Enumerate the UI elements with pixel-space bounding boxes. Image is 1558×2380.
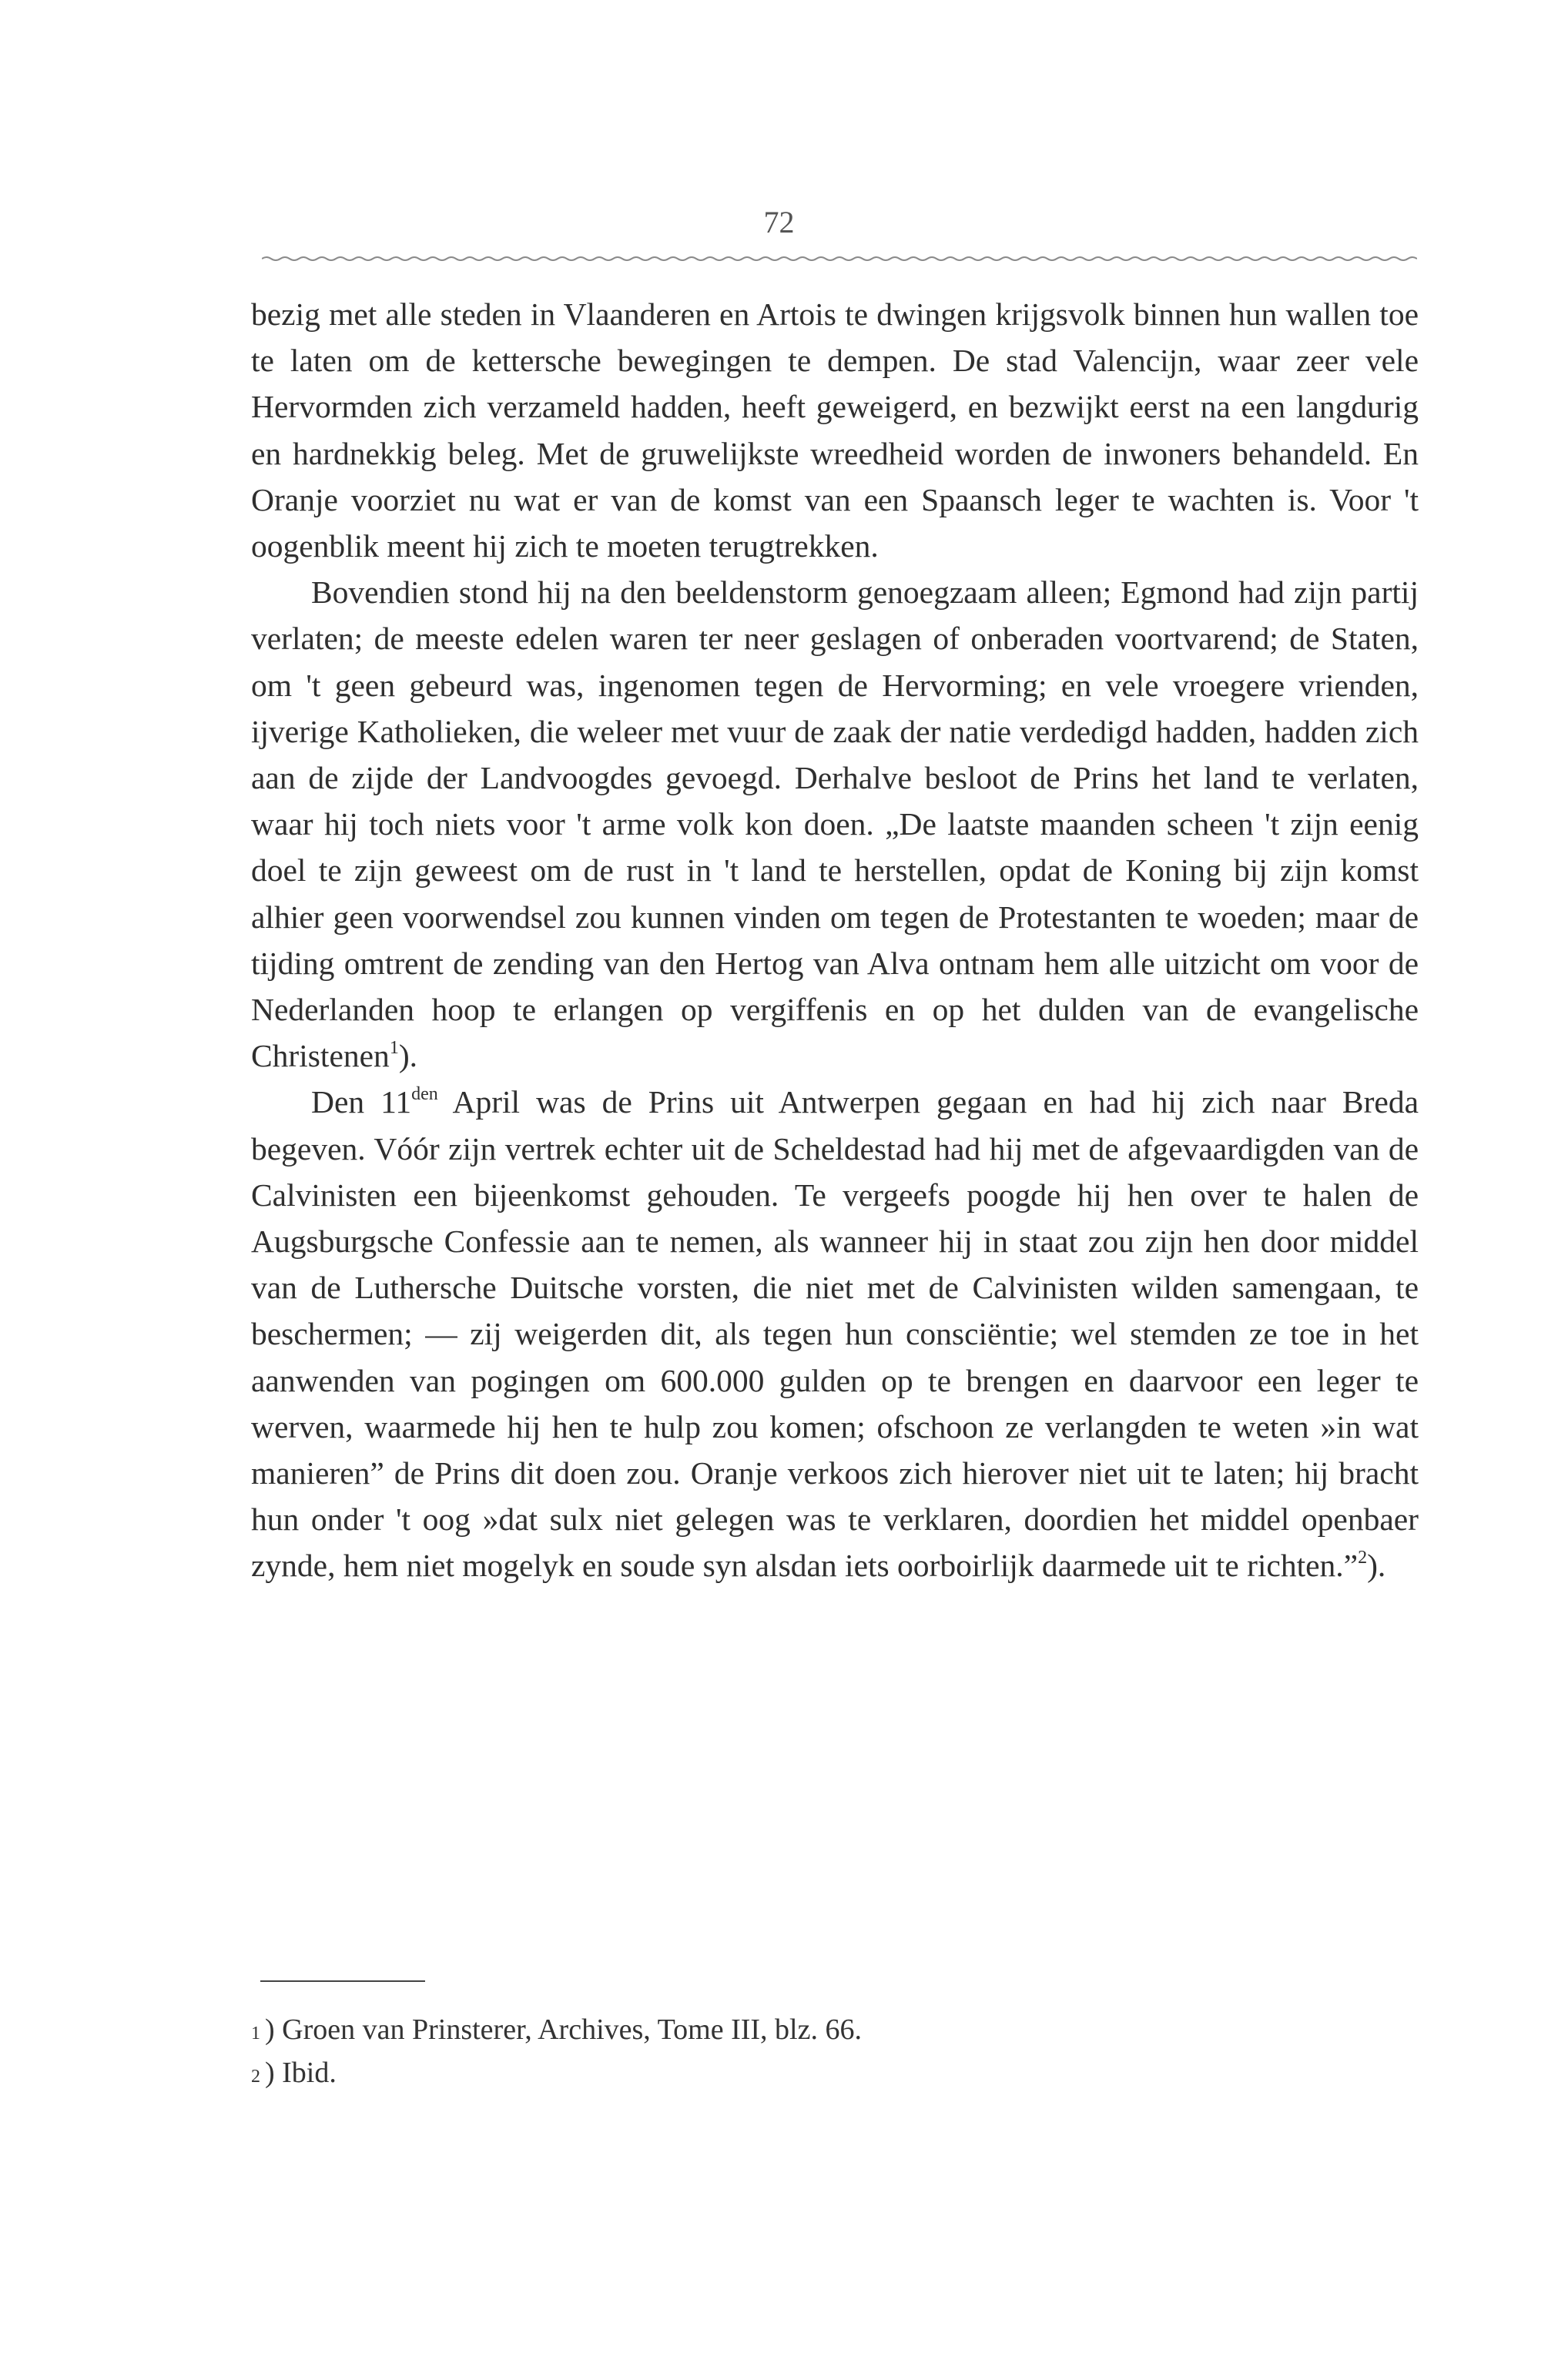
paragraph-3-text: April was de Prins uit Antwerpen gegaan en had hij zich naar Breda begeven. Vóór zijn vertrek echter uit de Scheldestad had hij met de afgevaardigden van de Calvinisten een bijeenkomst gehouden. Te vergeefs poogde hij hen over te halen de Augsburgsche Confessie aan te nemen, als wanneer hij in staat zou zijn hen door middel van de Luthersche Duitsche vorsten, die niet met de Calvinisten wilden samengaan, te beschermen; — zij weigerden dit, als tegen hun consciëntie; wel stemden ze toe in het aanwenden van pogingen om 600.000 gulden op te brengen en daarvoor een leger te werven, waarmede hij hen te hulp zou komen; ofschoon ze verlangden te weten »in wat manieren” de Prins dit doen zou. Oranje verkoos zich hierover niet uit te laten; hij bracht hun onder 't oog »dat sulx niet gelegen was te verklaren, doordien het middel openbaer zynde, hem niet mogelyk en soude syn alsdan iets oorboirlijk daarmede uit te richten.” bbox=[251, 1084, 1419, 1584]
paragraph-2 bbox=[251, 569, 1419, 1079]
footnote-2: 2 ) Ibid. bbox=[251, 2051, 1329, 2094]
paragraph-3-date: Den 11 bbox=[311, 1084, 412, 1120]
paragraph-3 bbox=[251, 1079, 1419, 1588]
footnote-2-paren: ) bbox=[265, 2057, 275, 2089]
footnote-1-paren: ) bbox=[265, 2013, 275, 2046]
footnote-ref-1: 1 bbox=[389, 1038, 399, 1059]
paragraph-1-text: bezig met alle steden in Vlaanderen en Artois te dwingen krijgsvolk binnen hun wallen toe te laten om de kettersche bewegingen te dempen. De stad Valencijn, waar zeer vele Hervormden zich verzameld hadden, heeft geweigerd, en bezwijkt eerst na een langdurig en hardnekkig beleg. Met de gruwelijkste wreedheid worden de inwoners behandeld. En Oranje voorziet nu wat er van de komst van een Spaansch leger te wachten is. Voor 't oogenblik meent hij zich te moeten terugtrekken. bbox=[251, 296, 1419, 564]
paragraph-1 bbox=[251, 291, 1419, 569]
footnote-divider bbox=[260, 1980, 425, 1982]
footnote-2-text: Ibid. bbox=[282, 2057, 337, 2089]
paragraph-2-end: ). bbox=[398, 1038, 418, 1074]
footnote-ref-2: 2 bbox=[1358, 1548, 1368, 1568]
page-number: 72 bbox=[763, 205, 795, 239]
paragraph-2-text: Bovendien stond hij na den beeldenstorm genoegzaam alleen; Egmond had zijn partij verlaten; de meeste edelen waren ter neer geslagen of onberaden voortvarend; de Staten, om 't geen gebeurd was, ingenomen tegen de Hervorming; en vele vroegere vrienden, ijverige Katholieken, die weleer met vuur de zaak der natie verdedigd hadden, hadden zich aan de zijde der Landvoogdes gevoegd. Derhalve besloot de Prins het land te verlaten, waar hij toch niets voor 't arme volk kon doen. „De laatste maanden scheen 't zijn eenig doel te zijn geweest om de rust in 't land te herstellen, opdat de Koning bij zijn komst alhier geen voorwendsel zou kunnen vinden om tegen de Protestanten te woeden; maar de tijding omtrent de zending van den Hertog van Alva ontnam hem alle uitzicht om voor de Nederlanden hoop te erlangen op vergiffenis en op het dulden van de evangelische Christenen bbox=[251, 574, 1419, 1074]
date-superscript: den bbox=[411, 1084, 438, 1105]
footnotes bbox=[251, 2008, 1329, 2094]
wavy-rule-line bbox=[262, 257, 1417, 260]
body-text bbox=[251, 291, 1419, 1589]
header-ornament-rule bbox=[262, 256, 1417, 262]
paragraph-3-end: ). bbox=[1367, 1548, 1386, 1584]
footnote-1: 1 ) Groen van Prinsterer, Archives, Tome III, blz. 66. bbox=[251, 2008, 1329, 2051]
footnote-1-text: Groen van Prinsterer, Archives, Tome III, blz. 66. bbox=[282, 2013, 862, 2046]
